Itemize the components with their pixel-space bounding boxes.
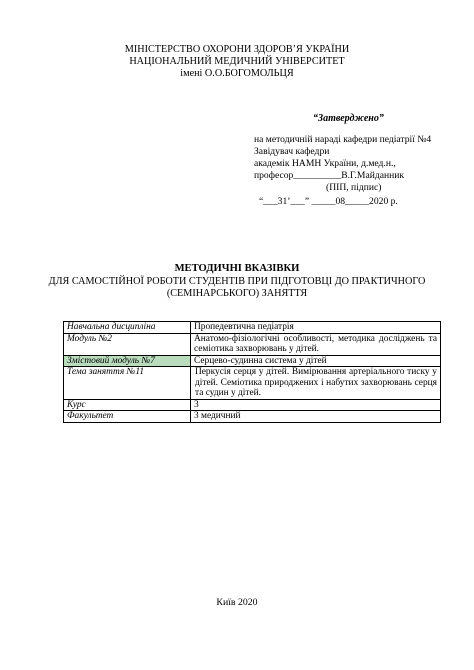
- city-year: Київ 2020: [216, 597, 258, 608]
- content-module-value: Серцево-судинна система у дітей: [191, 355, 441, 367]
- lesson-topic-value: Перкусія серця у дітей. Вимірювання артеріального тиску у дітей. Семіотика природжених і набутих захворювань серця та судин у дітей.: [191, 367, 441, 400]
- module-label: Модуль №2: [64, 333, 191, 355]
- approval-meeting: на методичній нараді кафедри педіатрії №4: [254, 134, 432, 145]
- approval-head-of-department: Завідувач кафедри: [254, 146, 330, 157]
- lesson-topic-label: Тема заняття №11: [64, 367, 191, 400]
- discipline-value: Пропедевтична педіатрія: [191, 322, 441, 334]
- discipline-label: Навчальна дисципліна: [64, 322, 191, 334]
- table-row: [64, 355, 441, 367]
- module-value: Анатомо-фізіологічні особливості, методика досліджень та семіотика захворювань у дітей.: [191, 333, 441, 355]
- table-row: [64, 333, 441, 355]
- course-info-table: [63, 321, 441, 423]
- faculty-value: 3 медичний: [191, 411, 441, 423]
- faculty-label: Факультет: [64, 411, 191, 423]
- table-row: [64, 367, 441, 400]
- ministry-name: МІНІСТЕРСТВО ОХОРОНИ ЗДОРОВ’Я УКРАЇНИ: [124, 44, 350, 55]
- course-value: 3: [191, 399, 441, 411]
- content-module-label: Змістовий модуль №7: [64, 355, 191, 367]
- table-row: [64, 322, 441, 334]
- approval-title: “Затверджено”: [313, 113, 384, 124]
- table-row: [64, 399, 441, 411]
- approval-academic-title: академік НАМН України, д.мед.н.,: [254, 158, 396, 169]
- document-subtitle-line1: ДЛЯ САМОСТІЙНОЇ РОБОТИ СТУДЕНТІВ ПРИ ПІДГОТОВЦІ ДО ПРАКТИЧНОГО: [48, 276, 426, 287]
- course-label: Курс: [64, 399, 191, 411]
- university-name: НАЦІОНАЛЬНИЙ МЕДИЧНИЙ УНІВЕРСИТЕТ: [129, 56, 345, 67]
- approval-signature-line: професор__________В.Г.Майданник: [254, 170, 405, 181]
- approval-date: “___31’___” _____08_____2020 р.: [259, 196, 398, 207]
- university-named-after: імені О.О.БОГОМОЛЬЦЯ: [180, 68, 294, 79]
- table-row: [64, 411, 441, 423]
- document-subtitle-line2: (СЕМІНАРСЬКОГО) ЗАНЯТТЯ: [166, 288, 308, 299]
- document-title: МЕТОДИЧНІ ВКАЗІВКИ: [174, 263, 300, 274]
- approval-signature-caption: (ПІП, підпис): [326, 182, 382, 193]
